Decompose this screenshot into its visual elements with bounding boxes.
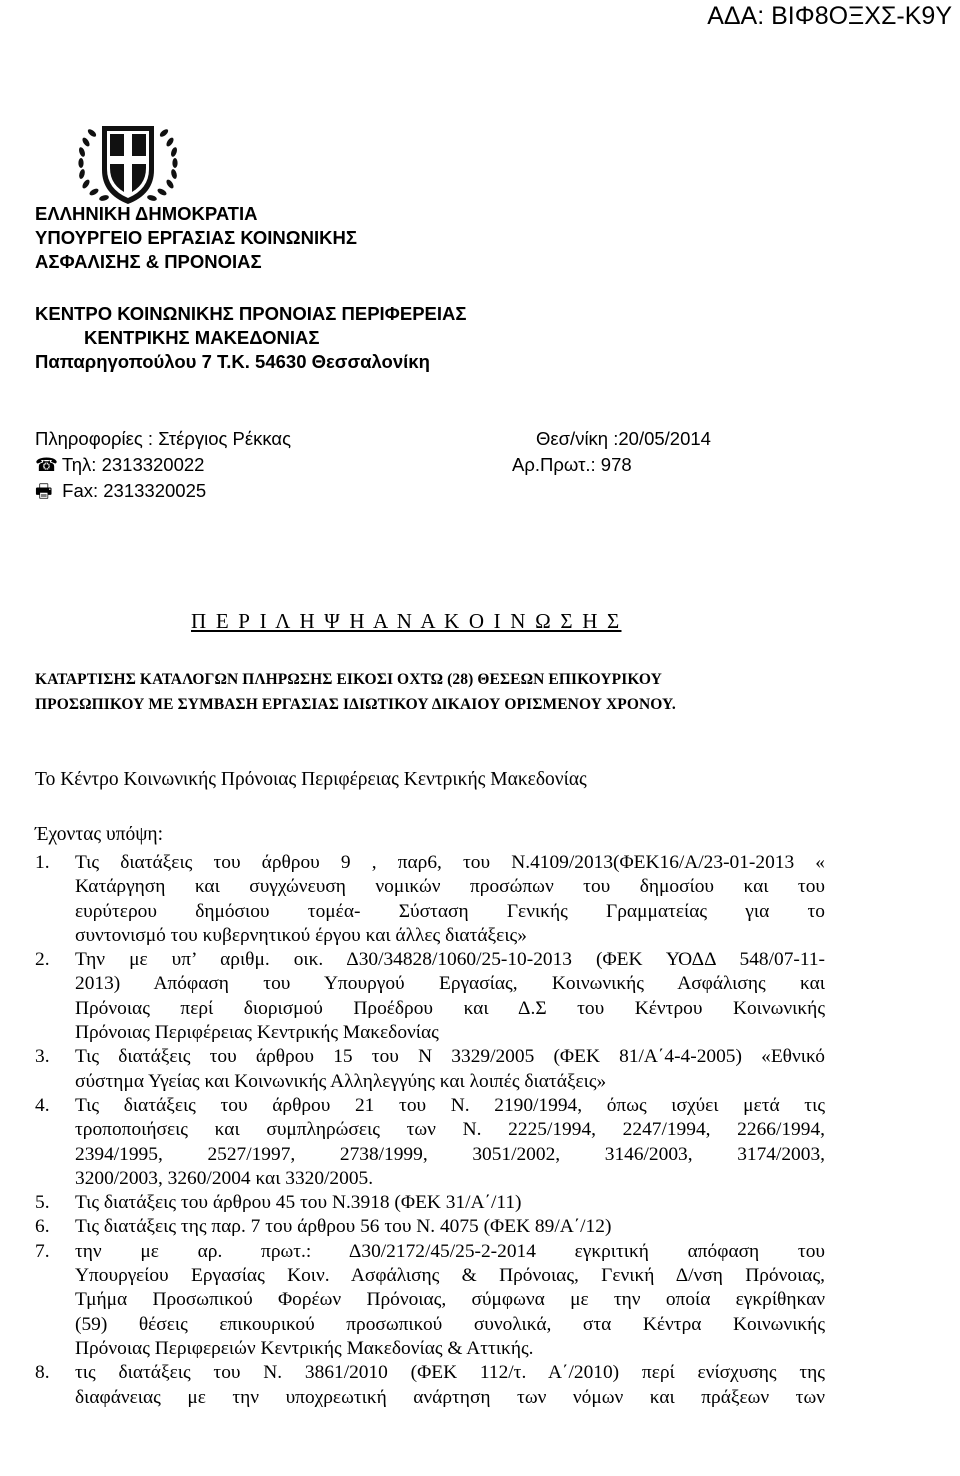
phone-text: Τηλ: 2313320022 xyxy=(61,454,205,475)
subject-line-1: ΚΑΤΑΡΤΙΣΗΣ ΚΑΤΑΛΟΓΩΝ ΠΛΗΡΩΣΗΣ ΕΙΚΟΣΙ ΟΧΤΩ (28) ΘΕΣΕΩΝ ΕΠΙΚΟΥΡΙΚΟΥ xyxy=(35,671,662,688)
org-line-2: ΥΠΟΥΡΓΕΙΟ ΕΡΓΑΣΙΑΣ ΚΟΙΝΩΝΙΚΗΣ xyxy=(35,227,357,248)
list-item-line: Τις διατάξεις του άρθρου 21 του Ν. 2190/1994, όπως ισχύει μετά τις xyxy=(75,1094,825,1116)
list-item xyxy=(35,1045,825,1094)
list-item-number: 6. xyxy=(35,1216,50,1238)
considerations-list xyxy=(35,851,825,1410)
considering-heading: Έχοντας υπόψη: xyxy=(35,824,164,845)
telephone-icon: ☎ xyxy=(35,454,59,475)
list-item-line: Πρόνοιας Περιφέρειας Κεντρικής Μακεδονίας xyxy=(75,1022,439,1044)
list-item-line: την με αρ. πρωτ.: Δ30/2172/45/25-2-2014 εγκριτική απόφαση του xyxy=(75,1240,825,1262)
list-item xyxy=(35,1191,825,1215)
list-item-line: Πρόνοιας Περιφερειών Κεντρικής Μακεδονίας & Αττικής. xyxy=(75,1337,534,1359)
list-item-line: τις διατάξεις του Ν. 3861/2010 (ΦΕΚ 112/τ. Α΄/2010) περί ενίσχυσης της xyxy=(75,1362,825,1384)
list-item-line: Κατάργηση και συγχώνευση νομικών προσώπων του δημοσίου και του xyxy=(75,876,825,898)
document-title: Π Ε Ρ Ι Λ Η Ψ Η Α Ν Α Κ Ο Ι Ν Ω Σ Η Σ xyxy=(191,609,622,633)
date-line: Θεσ/νίκη :20/05/2014 xyxy=(536,428,711,449)
list-item-line: Τις διατάξεις του άρθρου 9 , παρ6, του Ν.4109/2013(ΦΕΚ16/Α/23-01-2013 « xyxy=(75,852,825,873)
protocol-line: Αρ.Πρωτ.: 978 xyxy=(512,454,632,475)
list-item-line: Πρόνοιας περί διορισμού Προέδρου και Δ.Σ του Κέντρου Κοινωνικής xyxy=(75,997,825,1019)
list-item-line: συντονισμό του κυβερνητικού έργου και άλλες διατάξεις» xyxy=(75,924,527,946)
list-item xyxy=(35,851,825,948)
list-item-line: ευρύτερου δημόσιου τομέα- Σύσταση Γενικής Γραμματείας για το xyxy=(75,900,825,922)
list-item-line: Τμήμα Προσωπικού Φορέων Πρόνοιας, σύμφωνα με την οποία εγκρίθηκαν xyxy=(75,1289,825,1311)
list-item-number: 3. xyxy=(35,1046,50,1068)
phone-line xyxy=(35,454,204,476)
list-item xyxy=(35,1361,825,1410)
list-item-number: 2. xyxy=(35,949,50,971)
ada-code: ΑΔΑ: ΒΙΦ8ΟΞΧΣ-Κ9Υ xyxy=(707,2,952,30)
list-item-number: 1. xyxy=(35,852,50,873)
fax-icon: 🖶 xyxy=(35,480,53,501)
list-item xyxy=(35,1240,825,1361)
list-item-line: Τις διατάξεις του άρθρου 15 του Ν 3329/2005 (ΦΕΚ 81/Α΄4-4-2005) «Εθνικό xyxy=(75,1046,825,1068)
center-line-2: ΚΕΝΤΡΙΚΗΣ ΜΑΚΕΔΟΝΙΑΣ xyxy=(84,327,320,348)
intro-text: Το Κέντρο Κοινωνικής Πρόνοιας Περιφέρειας Κεντρικής Μακεδονίας xyxy=(35,769,587,790)
list-item-line: Τις διατάξεις της παρ. 7 του άρθρου 56 του Ν. 4075 (ΦΕΚ 89/Α΄/12) xyxy=(75,1216,612,1238)
list-item-line: 3200/2003, 3260/2004 και 3320/2005. xyxy=(75,1167,374,1189)
coat-of-arms-emblem xyxy=(72,118,184,208)
org-line-1: ΕΛΛΗΝΙΚΗ ΔΗΜΟΚΡΑΤΙΑ xyxy=(35,203,258,224)
center-address: Παπαρηγοπούλου 7 Τ.Κ. 54630 Θεσσαλονίκη xyxy=(35,351,430,372)
list-item-line: (59) θέσεις επικουρικού προσωπικού συνολικά, στα Κέντρα Κοινωνικής xyxy=(75,1313,825,1335)
center-line-1: ΚΕΝΤΡΟ ΚΟΙΝΩΝΙΚΗΣ ΠΡΟΝΟΙΑΣ ΠΕΡΙΦΕΡΕΙΑΣ xyxy=(35,303,467,324)
org-line-3: ΑΣΦΑΛΙΣΗΣ & ΠΡΟΝΟΙΑΣ xyxy=(35,251,262,272)
subject-line-2: ΠΡΟΣΩΠΙΚΟΥ ΜΕ ΣΥΜΒΑΣΗ ΕΡΓΑΣΙΑΣ ΙΔΙΩΤΙΚΟΥ ΔΙΚΑΙΟΥ ΟΡΙΣΜΕΝΟΥ ΧΡΟΝΟΥ. xyxy=(35,696,676,713)
fax-line xyxy=(35,480,206,502)
list-item-number: 7. xyxy=(35,1240,50,1262)
list-item xyxy=(35,1215,825,1239)
fax-text: Fax: 2313320025 xyxy=(62,480,207,501)
list-item-number: 5. xyxy=(35,1192,50,1214)
list-item-line: σύστημα Υγείας και Κοινωνικής Αλληλεγγύης και λοιπές διατάξεις» xyxy=(75,1070,607,1092)
list-item xyxy=(35,1094,825,1191)
list-item-line: 2394/1995, 2527/1997, 2738/1999, 3051/2002, 3146/2003, 3174/2003, xyxy=(75,1143,825,1165)
list-item-number: 4. xyxy=(35,1094,50,1116)
list-item-line: Τις διατάξεις του άρθρου 45 του Ν.3918 (ΦΕΚ 31/Α΄/11) xyxy=(75,1192,522,1214)
list-item-line: διαφάνειας με την υποχρεωτική ανάρτηση των νόμων και πράξεων των xyxy=(75,1386,825,1408)
list-item-line: 2013) Απόφαση του Υπουργού Εργασίας, Κοινωνικής Ασφάλισης και xyxy=(75,973,825,995)
info-line: Πληροφορίες : Στέργιος Ρέκκας xyxy=(35,428,292,449)
list-item-line: Την με υπ’ αριθμ. οικ. Δ30/34828/1060/25-10-2013 (ΦΕΚ ΥΟΔΔ 548/07-11- xyxy=(75,949,825,971)
list-item-line: τροποποιήσεις και συμπληρώσεις των Ν. 2225/1994, 2247/1994, 2266/1994, xyxy=(75,1119,825,1141)
list-item-line: Υπουργείου Εργασίας Κοιν. Ασφάλισης & Πρόνοιας, Γενική Δ/νση Πρόνοιας, xyxy=(75,1265,825,1287)
list-item xyxy=(35,948,825,1045)
list-item-number: 8. xyxy=(35,1362,50,1384)
